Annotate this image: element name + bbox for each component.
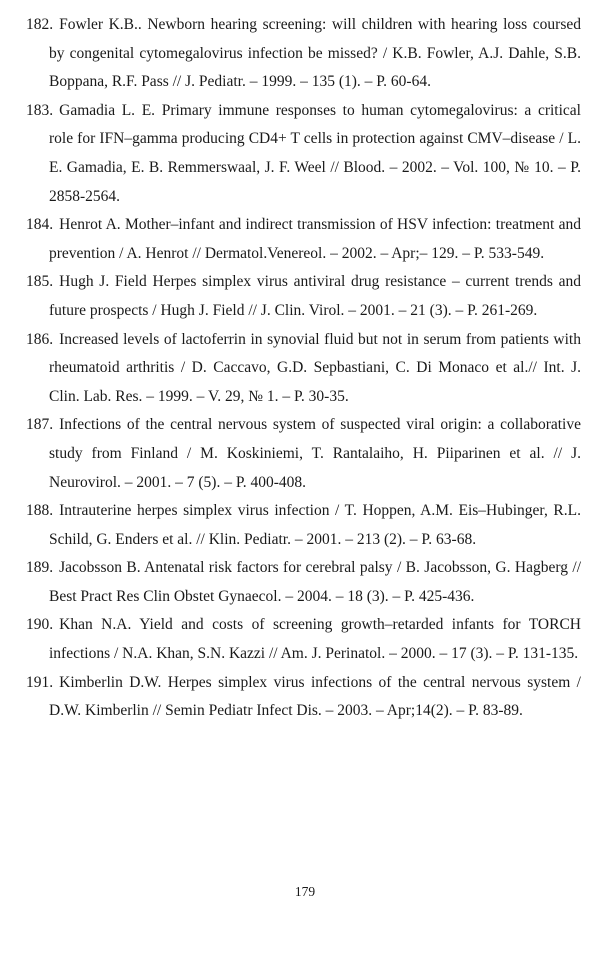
reference-text: Intrauterine herpes simplex virus infection / T. Hoppen, A.M. Eis–Hubinger, R.L. Schild, G. Enders et al. // Klin. Pediatr. – 2001. – 213 (2). – P. 63-68.: [49, 502, 581, 548]
reference-number: 185.: [26, 273, 54, 291]
reference-entry: [26, 268, 581, 325]
reference-entry: [26, 497, 581, 554]
reference-text: Gamadia L. E. Primary immune responses to human cytomegalovirus: a critical role for IFN–gamma producing CD4+ T cells in protection against CMV–disease / L. E. Gamadia, E. B. Remmerswaal, J. F. Weel // Blood. – 2002. – Vol. 100, № 10. – P. 2858-2564.: [49, 101, 581, 205]
reference-text: Increased levels of lactoferrin in synovial fluid but not in serum from patients with rheumatoid arthritis / D. Caccavo, G.D. Sepbastiani, C. Di Monaco et al.// Int. J. Clin. Lab. Res. – 1999. – V. 29, № 1. – P. 30-35.: [49, 330, 581, 405]
reference-number: 186.: [26, 330, 54, 348]
reference-number: 189.: [26, 559, 54, 577]
reference-entry: [26, 97, 581, 211]
reference-number: 184.: [26, 216, 54, 234]
reference-text: Khan N.A. Yield and costs of screening growth–retarded infants for TORCH infections / N.A. Khan, S.N. Kazzi // Am. J. Perinatol. – 2000. – 17 (3). – P. 131-135.: [49, 616, 581, 663]
reference-text: Jacobsson B. Antenatal risk factors for cerebral palsy / B. Jacobsson, G. Hagberg // Best Pract Res Clin Obstet Gynaecol. – 2004. – 18 (3). – P. 425-436.: [49, 559, 581, 605]
reference-entry: [26, 669, 581, 726]
reference-entry: [26, 554, 581, 611]
reference-text: Hugh J. Field Herpes simplex virus antiviral drug resistance – current trends and future prospects / Hugh J. Field // J. Clin. Virol. – 2001. – 21 (3). – P. 261-269.: [49, 273, 581, 319]
reference-number: 187.: [26, 416, 54, 434]
reference-entry: [26, 411, 581, 497]
reference-number: 182.: [26, 16, 54, 33]
reference-entry: [26, 326, 581, 412]
reference-text: Infections of the central nervous system of suspected viral origin: a collaborative study from Finland / M. Koskiniemi, T. Rantalaiho, H. Piiparinen et al. // J. Neurovirol. – 2001. – 7 (5). – P. 400-408.: [49, 416, 581, 491]
page-number: 179: [294, 884, 316, 899]
reference-list: [26, 11, 581, 726]
reference-text: Kimberlin D.W. Herpes simplex virus infections of the central nervous system / D.W. Kimberlin // Semin Pediatr Infect Dis. – 2003. – Apr;14(2). – P. 83-89.: [49, 673, 581, 720]
reference-entry: [26, 11, 581, 97]
reference-text: Fowler K.B.. Newborn hearing screening: will children with hearing loss coursed by congenital cytomegalovirus infection be missed? / K.B. Fowler, A.J. Dahle, S.B. Boppana, R.F. Pass // J. Pediatr. – 1999. – 135 (1). – P. 60-64.: [49, 16, 581, 91]
reference-entry: [26, 611, 581, 668]
reference-number: 191.: [26, 673, 54, 691]
reference-number: 188.: [26, 502, 54, 520]
reference-entry: [26, 211, 581, 268]
reference-number: 190.: [26, 616, 54, 634]
reference-number: 183.: [26, 101, 54, 119]
reference-text: Henrot A. Mother–infant and indirect transmission of HSV infection: treatment and prevention / A. Henrot // Dermatol.Venereol. – 2002. – Apr;– 129. – P. 533-549.: [49, 216, 581, 262]
